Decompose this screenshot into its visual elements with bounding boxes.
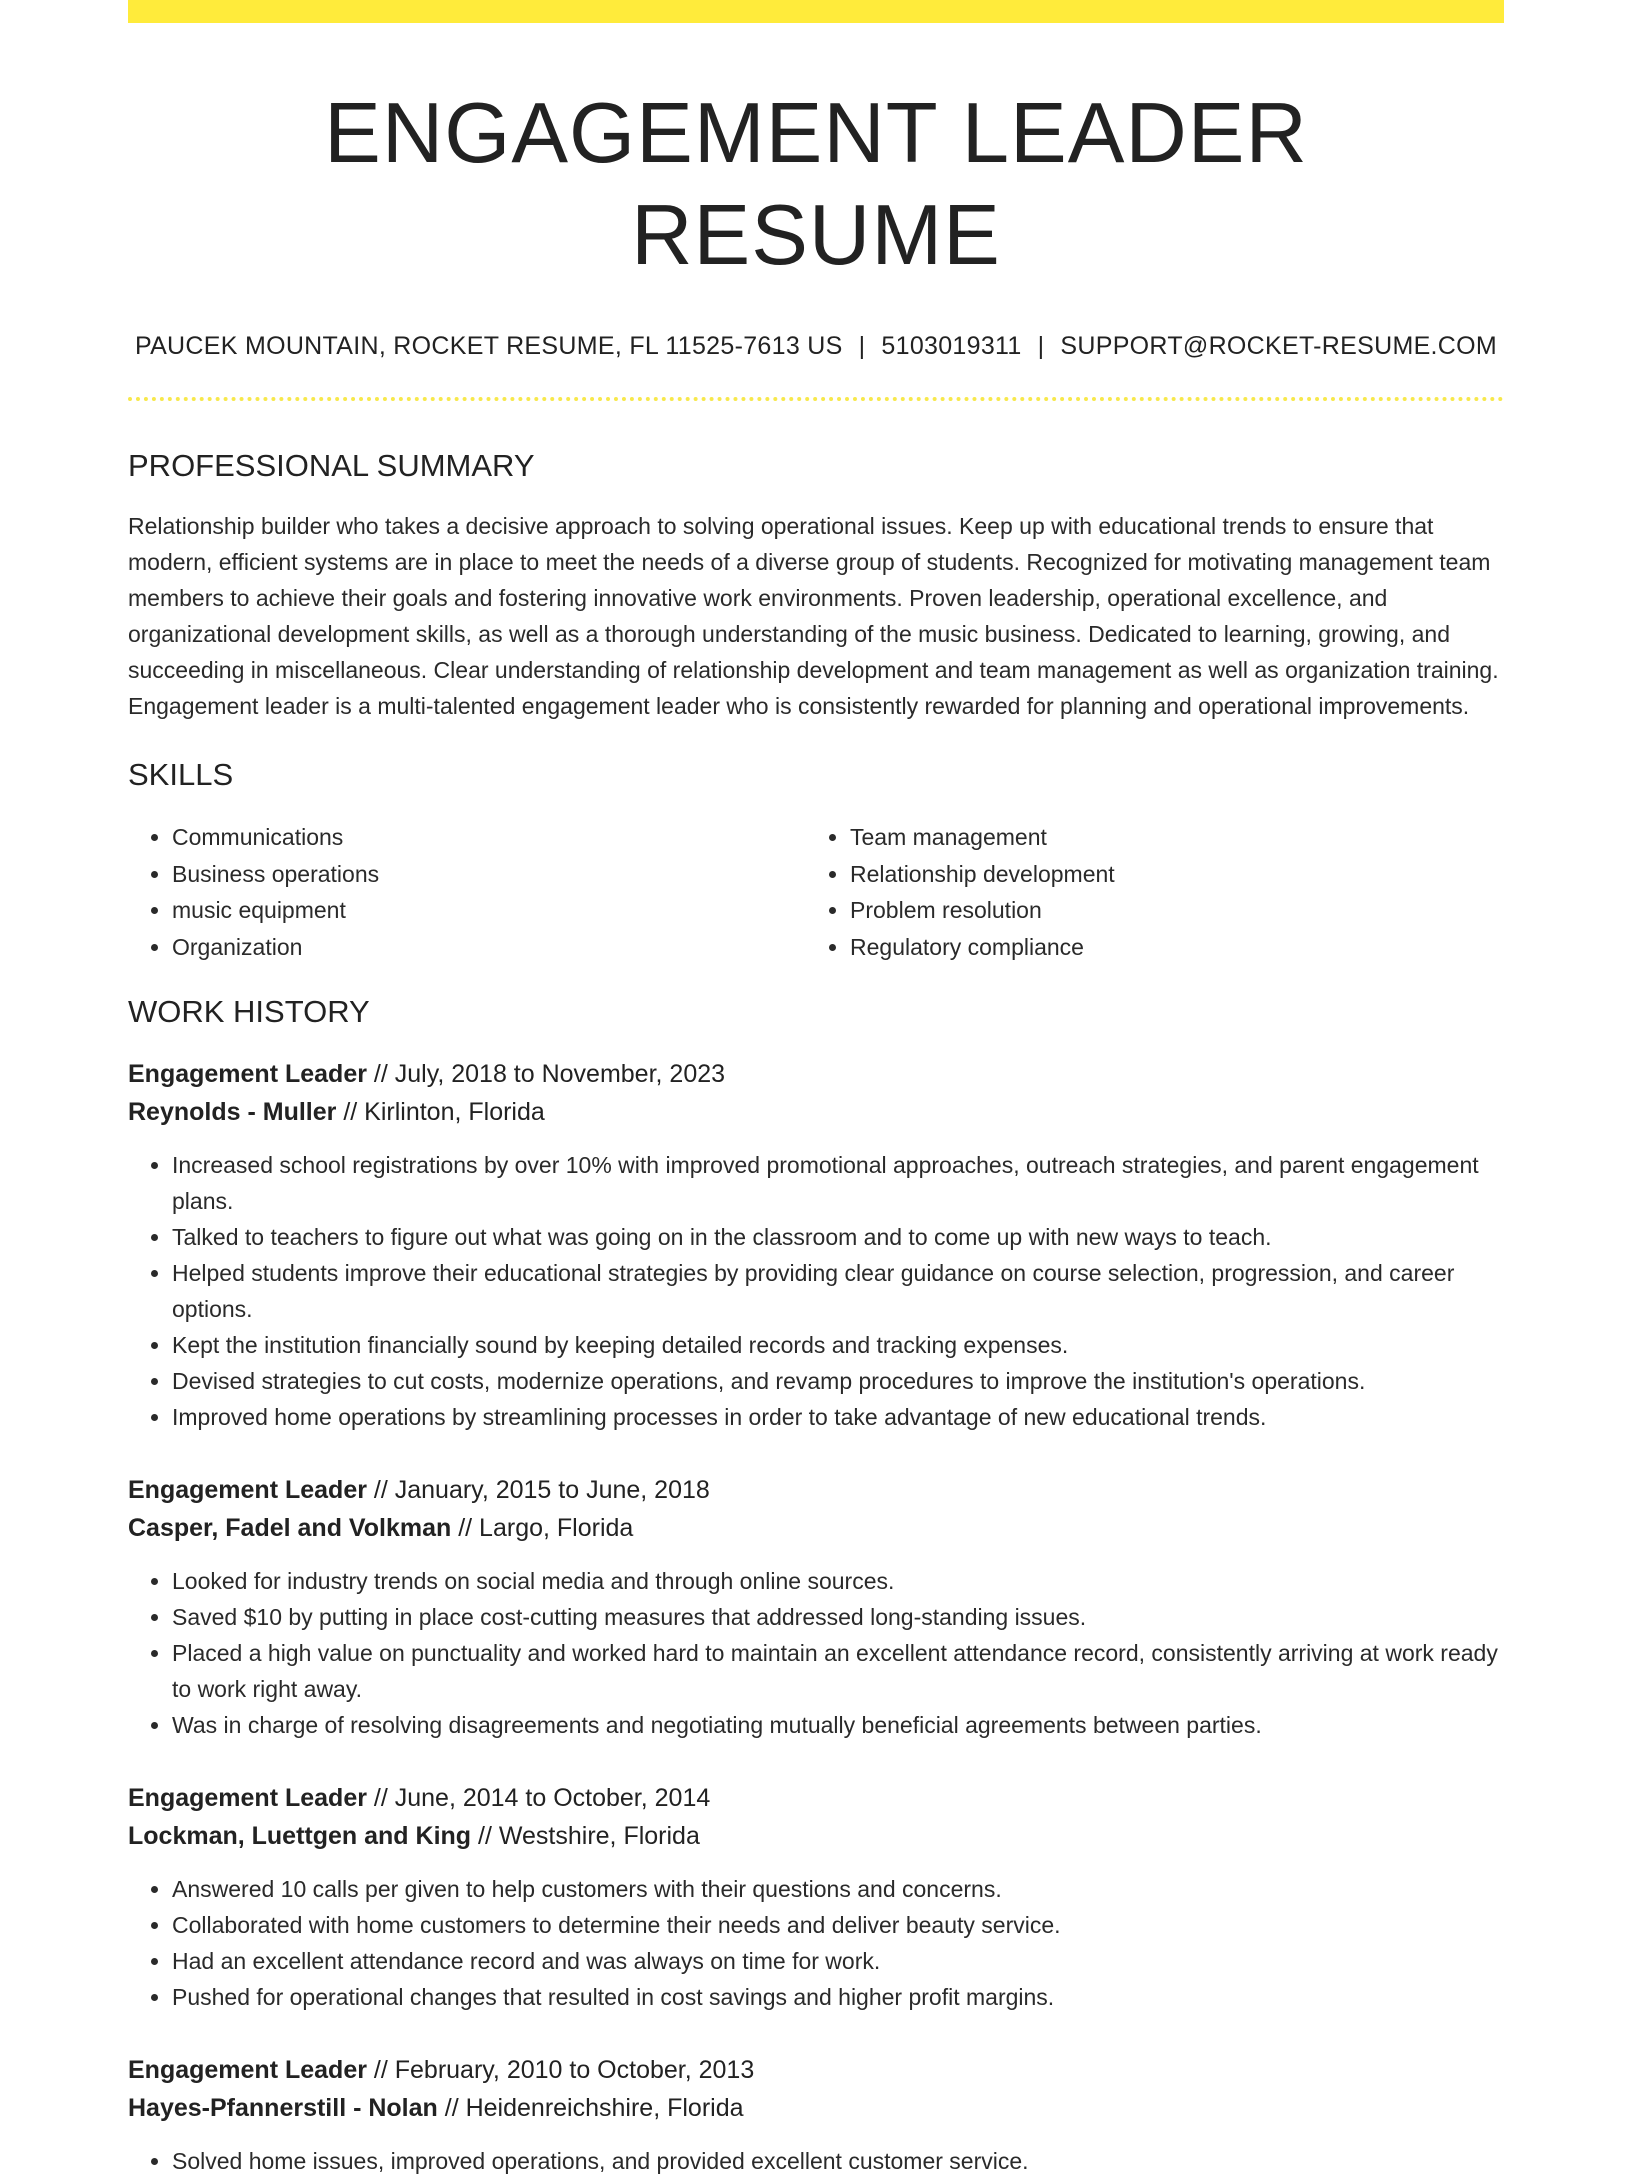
job-entry bbox=[128, 1055, 1504, 1435]
job-entry bbox=[128, 1779, 1504, 2015]
job-title-line bbox=[128, 1055, 1504, 1093]
job-bullet: • Saved $10 by putting in place cost-cutting measures that addressed long-standing issues. bbox=[172, 1599, 1504, 1635]
job-title: Engagement Leader bbox=[128, 1475, 367, 1504]
top-accent-bar bbox=[128, 0, 1504, 23]
job-company: Reynolds - Muller bbox=[128, 1097, 337, 1126]
summary-text: Relationship builder who takes a decisive approach to solving operational issues. Keep up with educational trends to ensure that modern, efficient systems are in place to meet the needs of a diverse group of students. Recognized for motivating management team members to achieve their goals and fostering innovative work environments. Proven leadership, operational excellence, and organizational development skills, as well as a thorough understanding of the music business. Dedicated to learning, growing, and succeeding in miscellaneous. Clear understanding of relationship development and team management as well as organization training. Engagement leader is a multi-talented engagement leader who is consistently rewarded for planning and operational improvements. bbox=[128, 513, 1499, 720]
job-bullet: • Solved home issues, improved operations, and provided excellent customer service. bbox=[172, 2143, 1504, 2179]
job-company: Lockman, Luettgen and King bbox=[128, 1821, 472, 1850]
job-company: Hayes-Pfannerstill - Nolan bbox=[128, 2093, 438, 2122]
job-bullet: • Devised strategies to cut costs, modernize operations, and revamp procedures to improve the institution's operations. bbox=[172, 1363, 1504, 1399]
job-bullet: • Had an excellent attendance record and was always on time for work. bbox=[172, 1943, 1504, 1979]
job-bullet: • Looked for industry trends on social media and through online sources. bbox=[172, 1563, 1504, 1599]
job-bullets bbox=[128, 1871, 1504, 2015]
contact-separator: | bbox=[1037, 332, 1045, 360]
job-bullets bbox=[128, 1147, 1504, 1435]
skill-item: • music equipment bbox=[172, 892, 806, 929]
job-bullet: • Improved home operations by streamlining processes in order to take advantage of new educational trends. bbox=[172, 1399, 1504, 1435]
job-bullet: • Increased school registrations by over 10% with improved promotional approaches, outreach strategies, and parent engagement plans. bbox=[172, 1147, 1504, 1219]
job-bullet: • Answered 10 calls per given to help customers with their questions and concerns. bbox=[172, 1871, 1504, 1907]
job-entry bbox=[128, 1471, 1504, 1743]
skill-item: • Team management bbox=[850, 819, 1484, 856]
skill-item: • Business operations bbox=[172, 856, 806, 893]
resume-title: ENGAGEMENT LEADER RESUME bbox=[324, 86, 1308, 283]
skills-column-left bbox=[128, 819, 806, 965]
job-company-line bbox=[128, 2089, 1504, 2127]
job-bullet: • Kept the institution financially sound by keeping detailed records and tracking expenses. bbox=[172, 1327, 1504, 1363]
job-title-line bbox=[128, 1471, 1504, 1509]
job-bullet: • Placed a high value on punctuality and worked hard to maintain an excellent attendance record, consistently arriving at work ready to work right away. bbox=[172, 1635, 1504, 1707]
skill-item: • Regulatory compliance bbox=[850, 929, 1484, 966]
job-entry bbox=[128, 2051, 1504, 2179]
job-company-line bbox=[128, 1093, 1504, 1131]
skill-item: • Relationship development bbox=[850, 856, 1484, 893]
job-title-line bbox=[128, 1779, 1504, 1817]
job-bullets bbox=[128, 2143, 1504, 2179]
skills-list bbox=[128, 819, 1504, 965]
job-dates: // June, 2014 to October, 2014 bbox=[373, 1783, 711, 1812]
contact-email[interactable]: SUPPORT@ROCKET-RESUME.COM bbox=[1060, 332, 1498, 360]
skill-item: • Organization bbox=[172, 929, 806, 966]
job-title: Engagement Leader bbox=[128, 1783, 367, 1812]
job-company-line bbox=[128, 1817, 1504, 1855]
contact-phone: 5103019311 bbox=[881, 332, 1022, 360]
job-dates: // July, 2018 to November, 2023 bbox=[373, 1059, 726, 1088]
contact-separator: | bbox=[858, 332, 866, 360]
job-bullet: • Helped students improve their educational strategies by providing clear guidance on course selection, progression, and career options. bbox=[172, 1255, 1504, 1327]
job-location: // Westshire, Florida bbox=[478, 1821, 700, 1850]
summary-heading: PROFESSIONAL SUMMARY bbox=[128, 448, 535, 483]
job-dates: // January, 2015 to June, 2018 bbox=[373, 1475, 710, 1504]
job-bullets bbox=[128, 1563, 1504, 1743]
job-location: // Largo, Florida bbox=[458, 1513, 634, 1542]
job-title-line bbox=[128, 2051, 1504, 2089]
job-location: // Kirlinton, Florida bbox=[343, 1097, 545, 1126]
job-title: Engagement Leader bbox=[128, 2055, 367, 2084]
work-history-heading: WORK HISTORY bbox=[128, 994, 370, 1030]
job-location: // Heidenreichshire, Florida bbox=[444, 2093, 744, 2122]
job-bullet: • Was in charge of resolving disagreements and negotiating mutually beneficial agreements between parties. bbox=[172, 1707, 1504, 1743]
job-bullet: • Talked to teachers to figure out what was going on in the classroom and to come up with new ways to teach. bbox=[172, 1219, 1504, 1255]
skill-item: • Communications bbox=[172, 819, 806, 856]
job-company: Casper, Fadel and Volkman bbox=[128, 1513, 452, 1542]
skills-column-right bbox=[806, 819, 1484, 965]
job-bullet: • Collaborated with home customers to determine their needs and deliver beauty service. bbox=[172, 1907, 1504, 1943]
contact-line bbox=[128, 331, 1504, 361]
job-company-line bbox=[128, 1509, 1504, 1547]
dotted-divider bbox=[128, 397, 1504, 401]
job-bullet: • Pushed for operational changes that resulted in cost savings and higher profit margins. bbox=[172, 1979, 1504, 2015]
contact-address: PAUCEK MOUNTAIN, ROCKET RESUME, FL 11525-7613 US bbox=[134, 332, 843, 360]
job-title: Engagement Leader bbox=[128, 1059, 367, 1088]
resume-page bbox=[128, 0, 1504, 2179]
skills-heading: SKILLS bbox=[128, 757, 234, 793]
skill-item: • Problem resolution bbox=[850, 892, 1484, 929]
job-dates: // February, 2010 to October, 2013 bbox=[373, 2055, 755, 2084]
